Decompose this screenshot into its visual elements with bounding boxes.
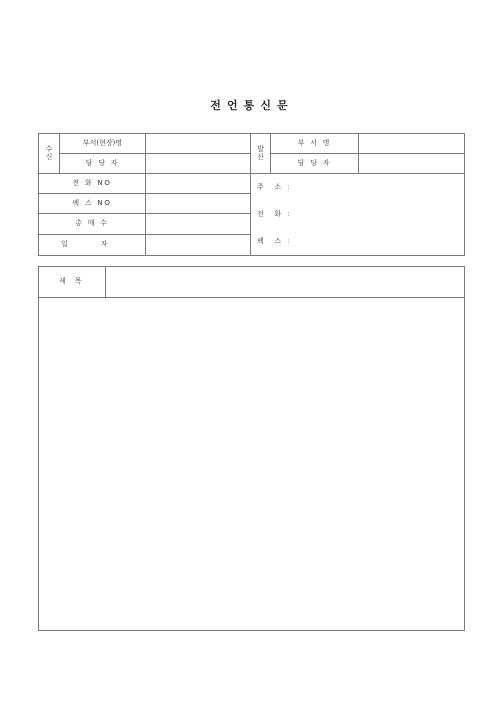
sender-label: 발 신	[251, 134, 271, 174]
subject-value[interactable]	[106, 267, 465, 298]
sender-person-value[interactable]	[359, 154, 465, 174]
recipient-person-label: 담 당 자	[60, 154, 146, 174]
sender-fax-label: 팩 스	[257, 236, 286, 245]
total-pages-label: 총 매 수	[39, 214, 146, 234]
message-body[interactable]	[39, 298, 465, 631]
sender-fax-line[interactable]	[251, 228, 464, 255]
date-label: 일 자	[39, 234, 146, 255]
total-pages-value[interactable]	[146, 214, 251, 234]
sender-address-line[interactable]	[251, 174, 464, 201]
sender-address-colon: :	[287, 182, 290, 191]
fax-no-label: 팩 스 NO	[39, 194, 146, 214]
document-title: 전언통신문	[210, 99, 294, 112]
sender-phone-label: 전 화	[257, 209, 286, 218]
phone-no-value[interactable]	[146, 174, 251, 194]
fax-no-value[interactable]	[146, 194, 251, 214]
sender-dept-label: 부 서 명	[271, 134, 359, 154]
recipient-person-value[interactable]	[146, 154, 251, 174]
sender-contact-block	[251, 174, 465, 256]
subject-section	[38, 266, 464, 631]
sender-phone-line[interactable]	[251, 201, 464, 228]
sender-address-label: 주 소	[257, 182, 286, 191]
recipient-dept-value[interactable]	[146, 134, 251, 154]
sender-person-label: 담 당 자	[271, 154, 359, 174]
sender-fax-colon: :	[287, 236, 290, 245]
recipient-label: 수 신	[39, 134, 60, 174]
subject-label: 제 목	[39, 267, 106, 298]
recipient-dept-label: 부서(현장)명	[60, 134, 146, 154]
header-info-table	[38, 133, 464, 250]
sender-dept-value[interactable]	[359, 134, 465, 154]
date-value[interactable]	[146, 234, 251, 255]
phone-no-label: 전 화 NO	[39, 174, 146, 194]
sender-phone-colon: :	[287, 209, 290, 218]
